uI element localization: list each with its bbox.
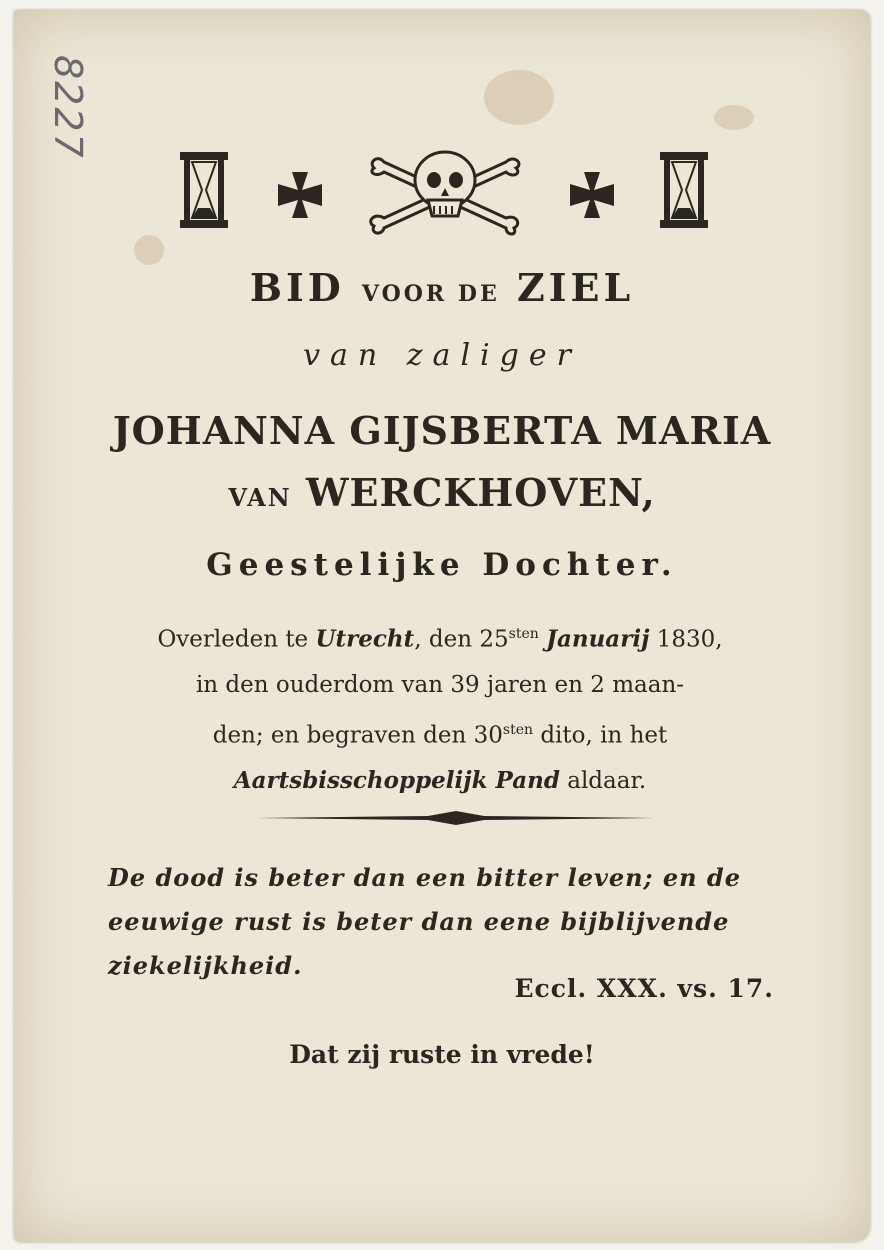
heading-bid: BID xyxy=(249,265,345,310)
death-details xyxy=(100,612,780,804)
van-zaliger: van zaliger xyxy=(303,338,581,373)
age-text: in den ouderdom van 39 jaren en 2 maan- xyxy=(195,671,685,698)
death-place: Utrecht xyxy=(315,625,415,653)
heading-voor-de: VOOR DE xyxy=(361,281,500,307)
surname: WERCKHOVEN, xyxy=(305,470,656,515)
death-month: Januarij xyxy=(546,625,650,653)
details-text: 1830, xyxy=(649,626,723,653)
skull-crossbones-icon xyxy=(366,148,524,236)
ordinal-suffix: sten xyxy=(502,721,534,738)
details-text: den; en begraven den 30 xyxy=(212,722,503,749)
burial-place: Aartsbisschoppelijk Pand xyxy=(233,767,560,795)
cross-pattee-icon xyxy=(568,170,616,220)
cross-pattee-icon xyxy=(276,170,324,220)
handwritten-number: 8227 xyxy=(46,55,90,160)
prayer-heading xyxy=(0,265,884,310)
details-text: , den 25 xyxy=(414,626,509,653)
hourglass-icon xyxy=(178,150,230,230)
details-text: dito, in het xyxy=(533,722,668,749)
hourglass-icon xyxy=(658,150,710,230)
deceased-title: Geestelijke Dochter. xyxy=(206,547,678,583)
ornament-row xyxy=(0,145,884,240)
stain xyxy=(714,105,754,130)
scripture-quote: De dood is beter dan een bitter leven; en de eeuwige rust is beter dan eene bijblijvende ziekelijkheid. xyxy=(108,863,741,980)
heading-ziel: ZIEL xyxy=(516,265,635,310)
stain xyxy=(484,70,554,125)
details-text: aldaar. xyxy=(559,768,647,795)
scripture-reference: Eccl. XXX. vs. 17. xyxy=(514,974,774,1003)
deceased-name-line1: JOHANNA GIJSBERTA MARIA xyxy=(112,408,772,453)
name-prefix: VAN xyxy=(228,483,292,512)
closing-prayer: Dat zij ruste in vrede! xyxy=(289,1040,595,1069)
deceased-name-line2 xyxy=(0,470,884,515)
decorative-divider xyxy=(258,808,654,828)
details-text: Overleden te xyxy=(157,626,316,653)
ordinal-suffix: sten xyxy=(508,626,539,642)
